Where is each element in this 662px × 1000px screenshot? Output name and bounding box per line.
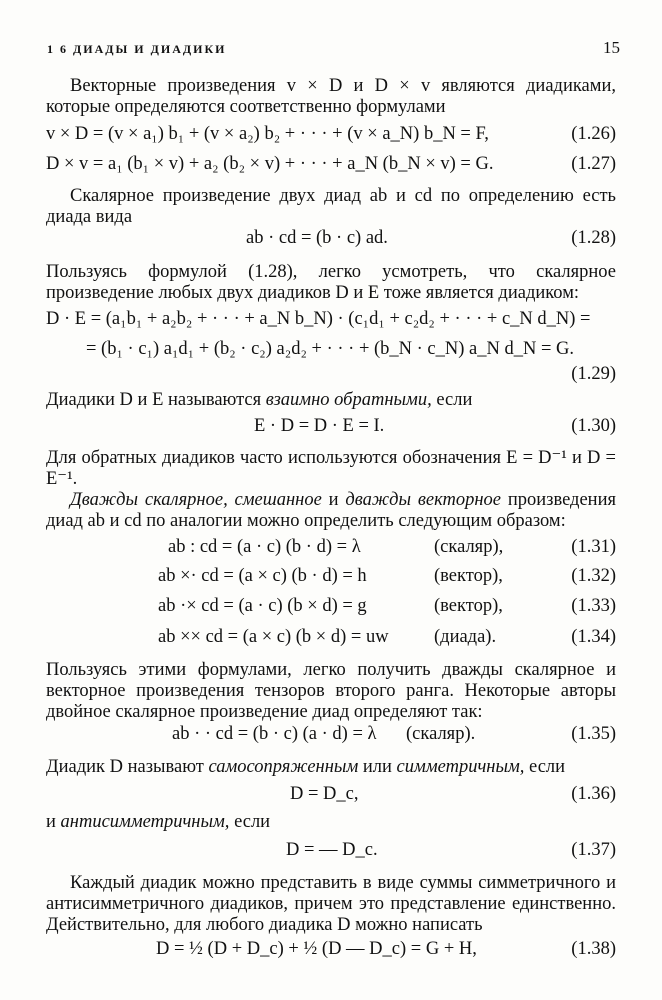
equation-formula: ab · cd = (b · c) ad. (246, 228, 388, 248)
equation-1-29-line1 (46, 307, 616, 331)
equation-number: (1.28) (571, 228, 616, 248)
paragraph-self-adjoint: Диадик D называют самосопряженным или симметричным, если (46, 757, 566, 777)
equation-1-28 (46, 226, 616, 250)
equation-1-29-line2 (46, 337, 616, 361)
equation-number: (1.35) (571, 724, 616, 744)
page-number: 15 (603, 38, 620, 57)
equation-1-30 (46, 414, 616, 438)
equation-formula: D × v = a₁ (b₁ × v) + a₂ (b₂ × v) + · · · + a_N (b_N × v) = G. (46, 154, 494, 174)
equation-1-38 (46, 937, 616, 961)
equation-note: (скаляр), (434, 537, 504, 557)
equation-formula: v × D = (v × a₁) b₁ + (v × a₂) b₂ + · · · + (v × a_N) b_N = F, (46, 124, 489, 144)
equation-number: (1.31) (571, 537, 616, 557)
emphasis-term: взаимно обратными, (265, 390, 432, 410)
equation-formula: D = — D_c. (286, 840, 378, 860)
paragraph-inverse-dyadics: Диадики D и E называются взаимно обратными, если (46, 390, 473, 410)
equation-note: (диада). (434, 627, 497, 647)
equation-number: (1.26) (571, 124, 616, 144)
paragraph-antisymmetric: и антисимметричным, если (46, 812, 271, 832)
equation-1-37 (46, 838, 616, 862)
equation-formula: D · E = (a₁b₁ + a₂b₂ + · · · + a_N b_N) · (c₁d₁ + c₂d₂ + · · · + c_N d_N) = (46, 309, 591, 329)
paragraph-decomposition: Каждый диадик можно представить в виде суммы симметричного и антисимметричного диадиков, причем это представление единственно. Действительно, для любого диадика D можно написать (46, 873, 616, 935)
equation-formula: ab ×× cd = (a × c) (b × d) = uw (158, 627, 389, 647)
equation-number: (1.33) (571, 596, 616, 616)
equation-1-31 (46, 535, 616, 559)
equation-formula: ab ×· cd = (a × c) (b · d) = h (158, 566, 367, 586)
equation-formula: D = D_c, (290, 784, 359, 804)
equation-note: (вектор), (434, 566, 503, 586)
paragraph-vector-products: Векторные произведения v × D и D × v являются диадиками, которые определяются соответственно формулами (46, 76, 616, 117)
equation-formula: ab · · cd = (b · c) (a · d) = λ (172, 724, 377, 744)
equation-formula: E · D = D · E = I. (254, 416, 385, 436)
emphasis-term: дважды векторное (345, 490, 502, 510)
emphasis-term: антисимметричным, (60, 812, 230, 832)
equation-1-26 (46, 122, 616, 146)
equation-number: (1.38) (571, 939, 616, 959)
equation-number: (1.32) (571, 566, 616, 586)
equation-note: (вектор), (434, 596, 503, 616)
equation-number: (1.36) (571, 784, 616, 804)
equation-1-32 (46, 564, 616, 588)
equation-number: (1.29) (571, 364, 616, 384)
equation-1-35 (46, 722, 616, 746)
paragraph-using-these-formulas: Пользуясь этими формулами, легко получить дважды скалярное и векторное произведения тензоров второго ранга. Некоторые авторы двойное скалярное произведение диад определяют так: (46, 660, 616, 722)
equation-formula: D = ½ (D + D_c) + ½ (D — D_c) = G + H, (156, 939, 477, 959)
equation-note: (скаляр). (406, 724, 476, 744)
equation-formula: ab ·× cd = (a · c) (b × d) = g (158, 596, 367, 616)
paragraph-inverse-notation: Для обратных диадиков часто используются обозначения E = D⁻¹ и D = E⁻¹. (46, 448, 616, 489)
equation-1-34 (46, 625, 616, 649)
equation-1-27 (46, 152, 616, 176)
emphasis-term: Дважды скалярное, смешанное (70, 490, 322, 510)
emphasis-term: симметричным, (396, 757, 525, 777)
equation-1-33 (46, 594, 616, 618)
equation-1-29-number (46, 362, 616, 386)
emphasis-term: самосопряженным (208, 757, 359, 777)
equation-number: (1.27) (571, 154, 616, 174)
paragraph-double-products: Дважды скалярное, смешанное и дважды векторное произведения диад ab и cd по аналогии можно определить следующим образом: (46, 490, 616, 531)
equation-number: (1.37) (571, 840, 616, 860)
equation-1-36 (46, 782, 616, 806)
paragraph-scalar-product: Скалярное произведение двух диад ab и cd по определению есть диада вида (46, 186, 616, 227)
running-header: 1 6 ДИАДЫ И ДИАДИКИ (47, 42, 227, 56)
equation-formula: = (b₁ · c₁) a₁d₁ + (b₂ · c₂) a₂d₂ + · · · + (b_N · c_N) a_N d_N = G. (86, 339, 575, 359)
equation-formula: ab : cd = (a · c) (b · d) = λ (168, 537, 361, 557)
paragraph-using-formula: Пользуясь формулой (1.28), легко усмотреть, что скалярное произведение любых двух диадиков D и E тоже является диадиком: (46, 262, 616, 303)
equation-number: (1.30) (571, 416, 616, 436)
equation-number: (1.34) (571, 627, 616, 647)
